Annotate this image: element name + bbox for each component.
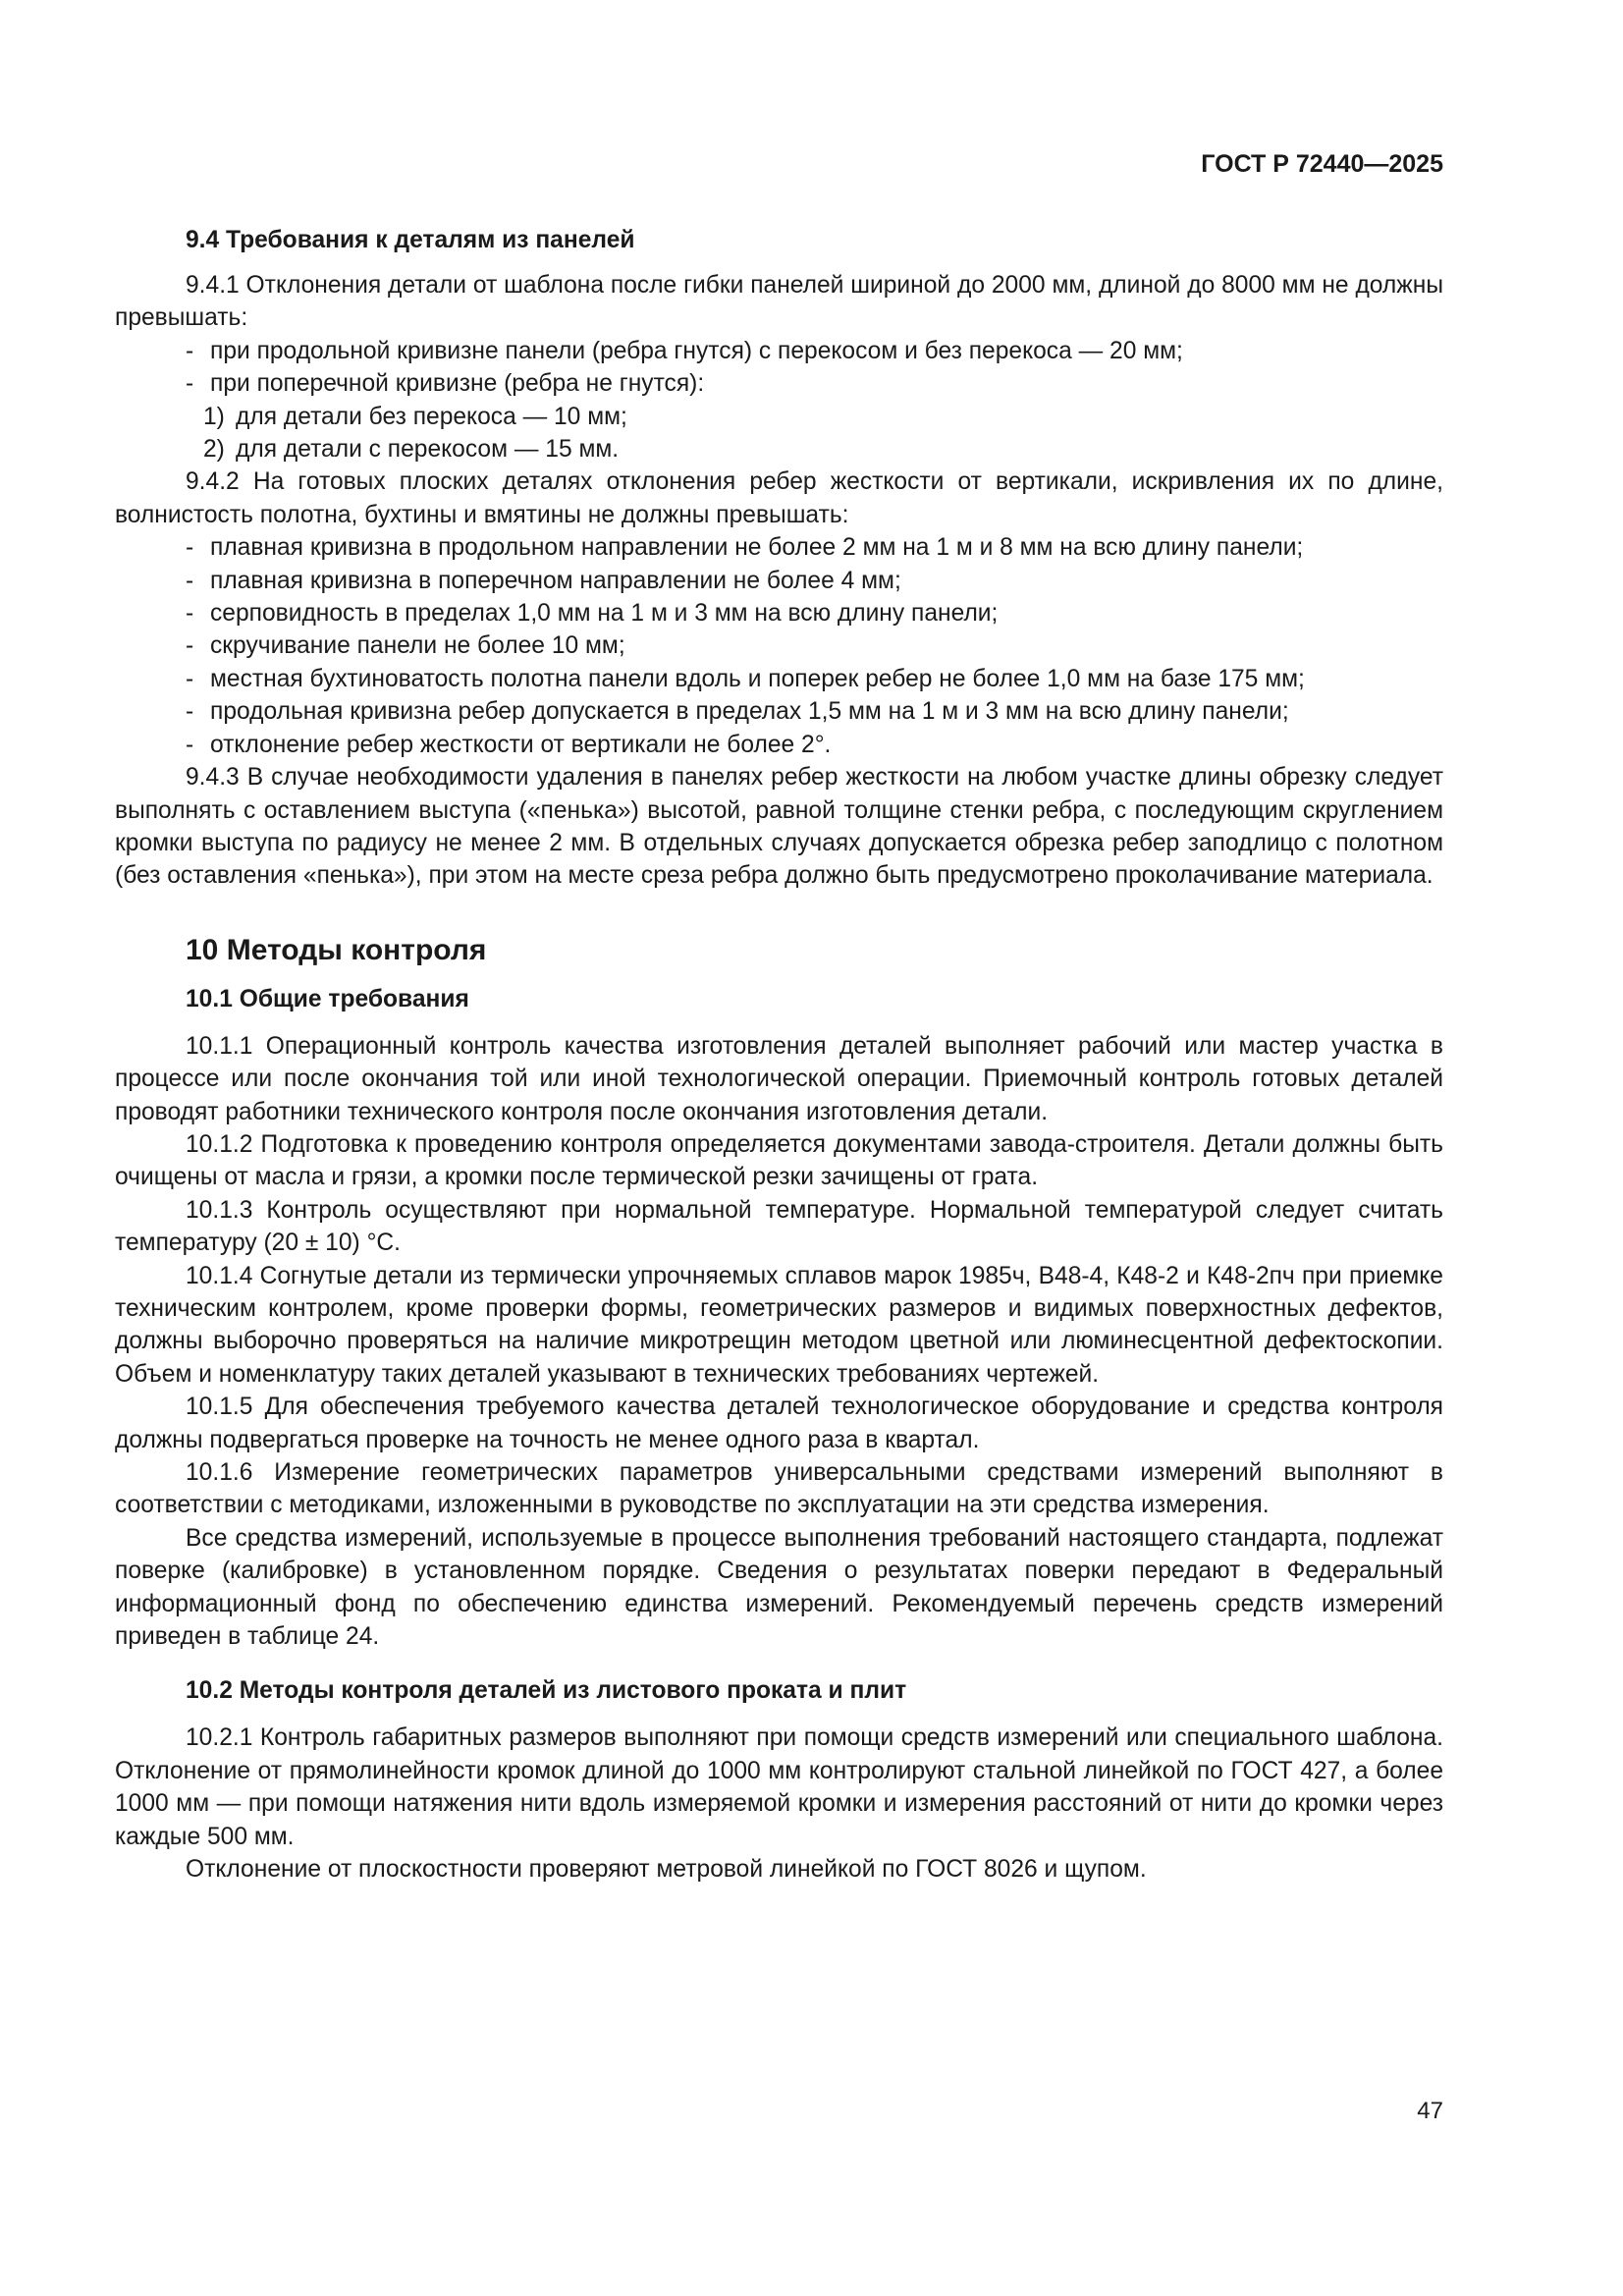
list-item: - отклонение ребер жесткости от вертикали не более 2°. (186, 729, 1443, 761)
paragraph-10-1-5: 10.1.5 Для обеспечения требуемого качества деталей технологическое оборудование и средства контроля должны подвергаться проверке на точность не менее одного раза в квартал. (115, 1394, 1443, 1453)
list-item: - плавная кривизна в продольном направлении не более 2 мм на 1 м и 8 мм на всю длину панели; (186, 531, 1443, 564)
list-item-number: 1) (203, 403, 225, 430)
heading-section-10: 10 Методы контроля (186, 933, 487, 966)
heading-10-1: 10.1 Общие требования (186, 985, 469, 1012)
paragraph-10-2-1-continued: Отклонение от плоскостности проверяют метровой линейкой по ГОСТ 8026 и щупом. (186, 1856, 1147, 1884)
paragraph-10-2-1: 10.2.1 Контроль габаритных размеров выполняют при помощи средств измерений или специального шаблона. Отклонение от прямолинейности кромок длиной до 1000 мм контролируют стальной линейкой по ГОСТ 427, а более 1000 мм — при помощи натяжения нити вдоль измеряемой кромки и измерения расстояний от нити до кромки через каждые 500 мм. (115, 1724, 1443, 1850)
paragraph-9-4-1: 9.4.1 Отклонения детали от шаблона после гибки панелей шириной до 2000 мм, длиной до 8000 мм не должны превышать: (115, 272, 1443, 332)
list-item: - при продольной кривизне панели (ребра гнутся) с перекосом и без перекоса — 20 мм; (186, 335, 1443, 367)
list-item: - местная бухтиноватость полотна панели вдоль и поперек ребер не более 1,0 мм на базе 175 мм; (186, 663, 1443, 695)
heading-9-4: 9.4 Требования к деталям из панелей (186, 227, 635, 253)
paragraph-10-1-3: 10.1.3 Контроль осуществляют при нормальной температуре. Нормальной температурой следует считать температуру (20 ± 10) °С. (115, 1196, 1443, 1257)
list-item-text: для детали без перекоса — 10 мм; (236, 403, 627, 430)
running-header-doc-code: ГОСТ Р 72440—2025 (1201, 150, 1443, 178)
paragraph-9-4-3: 9.4.3 В случае необходимости удаления в панелях ребер жесткости на любом участке длины обрезку следует выполнять с оставлением выступа («пенька») высотой, равной толщине стенки ребра, с последующим скруглением кромки выступа по радиусу не менее 2 мм. В отдельных случаях допускается обрезка ребер заподлицо с полотном (без оставления «пенька»), при этом на месте среза ребра должно быть предусмотрено проколачивание материала. (115, 764, 1443, 890)
list-item: - серповидность в пределах 1,0 мм на 1 м и 3 мм на всю длину панели; (186, 597, 1443, 629)
list-item: - скручивание панели не более 10 мм; (186, 629, 1443, 662)
list-item: - плавная кривизна в поперечном направлении не более 4 мм; (186, 565, 1443, 597)
list-item-text: для детали с перекосом — 15 мм. (236, 436, 620, 464)
heading-10-2: 10.2 Методы контроля деталей из листового проката и плит (186, 1677, 907, 1705)
list-item (203, 433, 1443, 465)
paragraph-10-1-2: 10.1.2 Подготовка к проведению контроля определяется документами завода-строителя. Детали должны быть очищены от масла и грязи, а кромки после термической резки зачищены от грата. (115, 1130, 1443, 1191)
sublist-9-4-1 (115, 401, 1443, 466)
paragraph-10-1-6: 10.1.6 Измерение геометрических параметров универсальными средствами измерений выполняют в соответствии с методиками, изложенными в руководстве по эксплуатации на эти средства измерения. (115, 1459, 1443, 1519)
page-content (115, 224, 1443, 1886)
list-9-4-1 (115, 335, 1443, 401)
paragraph-10-1-6-continued: Все средства измерений, используемые в процессе выполнения требований настоящего стандарта, подлежат поверке (калибровке) в установленном порядке. Сведения о результатах поверки передают в Федеральный информационный фонд по обеспечению единства измерений. Рекомендуемый перечень средств измерений приведен в таблице 24. (115, 1524, 1443, 1651)
list-item (203, 401, 1443, 433)
page-number: 47 (1417, 2098, 1443, 2124)
list-item: - при поперечной кривизне (ребра не гнутся): (186, 367, 1443, 400)
list-item: - продольная кривизна ребер допускается в пределах 1,5 мм на 1 м и 3 мм на всю длину панели; (186, 695, 1443, 728)
list-9-4-2 (115, 531, 1443, 761)
document-page (115, 0, 1443, 2296)
paragraph-10-1-1: 10.1.1 Операционный контроль качества изготовления деталей выполняет рабочий или мастер участка в процессе или после окончания той или иной технологической операции. Приемочный контроль готовых деталей проводят работники технического контроля после окончания изготовления детали. (115, 1032, 1443, 1125)
paragraph-10-1-4: 10.1.4 Согнутые детали из термически упрочняемых сплавов марок 1985ч, В48-4, К48-2 и К48-2пч при приемке техническим контролем, кроме проверки формы, геометрических размеров и видимых поверхностных дефектов, должны выборочно проверяться на наличие микротрещин методом цветной или люминесцентной дефектоскопии. Объем и номенклатуру таких деталей указывают в технических требованиях чертежей. (115, 1262, 1443, 1388)
paragraph-9-4-2: 9.4.2 На готовых плоских деталях отклонения ребер жесткости от вертикали, искривления их по длине, волнистость полотна, бухтины и вмятины не должны превышать: (115, 468, 1443, 528)
list-item-number: 2) (203, 436, 225, 464)
